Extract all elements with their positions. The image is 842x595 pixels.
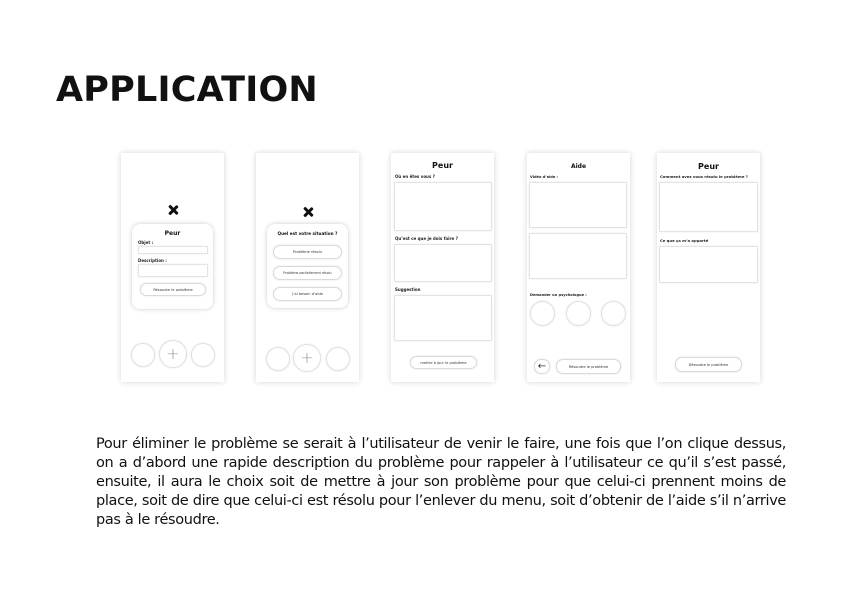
arrow-left-icon[interactable]: ← — [534, 359, 550, 374]
option-partial-button[interactable]: Problème partiellement résolu — [273, 266, 342, 280]
mockup-screen-1 — [121, 153, 224, 382]
question-label: Où en êtes vous ? — [395, 174, 436, 179]
plus-icon: + — [166, 344, 180, 363]
card-title: Peur — [164, 230, 181, 237]
description-field[interactable] — [138, 264, 208, 277]
update-button[interactable]: mettre à jour le problème — [410, 356, 477, 369]
answer-field-1[interactable] — [394, 182, 492, 231]
videos-label: Vidéo d’aide : — [530, 175, 558, 179]
question-label: Ce que ça m’a apporté — [660, 238, 709, 243]
mockup-screen-2 — [256, 153, 359, 382]
close-icon[interactable] — [166, 203, 180, 217]
plus-icon: + — [300, 348, 314, 367]
answer-field-2[interactable] — [659, 246, 758, 283]
close-icon[interactable] — [301, 205, 315, 219]
suggestion-field[interactable] — [394, 295, 492, 341]
psychologist-avatar[interactable] — [566, 301, 591, 326]
psychologist-label: Demander un psychologue : — [530, 293, 587, 297]
resolve-button[interactable]: Résoudre le problème — [556, 359, 621, 374]
body-paragraph: Pour éliminer le problème se serait à l’utilisateur de venir le faire, une fois que l’on clique dessus, on a d’abord une rapide description du problème pour rappeler à l’utilisateur ce qu’il s’est passé, ensuite, il aura le choix soit de mettre à jour son problème pour que celui-ci prennent moins de place, soit de dire que celui-ci est résolu pour l’enlever du menu, soit d’obtenir de l’aide s’il n’arrive pas à le résoudre. — [96, 436, 786, 528]
psychologist-avatar[interactable] — [530, 301, 555, 326]
mockup-screen-3 — [391, 153, 494, 382]
screen-header: Peur — [698, 162, 719, 171]
mockup-screen-5 — [657, 153, 760, 382]
psychologist-avatar[interactable] — [601, 301, 626, 326]
page-title: APPLICATION — [56, 70, 318, 110]
answer-field-1[interactable] — [659, 182, 758, 232]
card-title: Quel est votre situation ? — [277, 231, 338, 236]
question-label: Comment avez vous résolu le problème ? — [660, 174, 748, 179]
objet-field[interactable] — [138, 246, 208, 254]
suggestion-label: Suggestion — [395, 287, 421, 292]
video-2[interactable] — [529, 233, 627, 279]
mockup-screen-4 — [527, 153, 630, 382]
question-label: Qu’est ce que je dois faire ? — [395, 236, 458, 241]
screen-header: Aide — [570, 163, 587, 170]
situation-card — [267, 224, 348, 308]
description-label: Description : — [138, 258, 167, 263]
resolve-button[interactable]: Résoudre le problème — [140, 283, 206, 296]
answer-field-2[interactable] — [394, 244, 492, 282]
screen-header: Peur — [432, 161, 453, 170]
nav-button-left[interactable] — [266, 347, 290, 371]
option-help-button[interactable]: J’ai besoin d’aide — [273, 287, 342, 301]
nav-button-right[interactable] — [191, 343, 215, 367]
option-resolved-button[interactable]: Problème résolu — [273, 245, 342, 259]
problem-card — [132, 224, 213, 309]
objet-label: Objet : — [138, 240, 154, 245]
nav-button-left[interactable] — [131, 343, 155, 367]
nav-button-right[interactable] — [326, 347, 350, 371]
video-1[interactable] — [529, 182, 627, 228]
resolve-button[interactable]: Désoudre le problème — [675, 357, 742, 372]
